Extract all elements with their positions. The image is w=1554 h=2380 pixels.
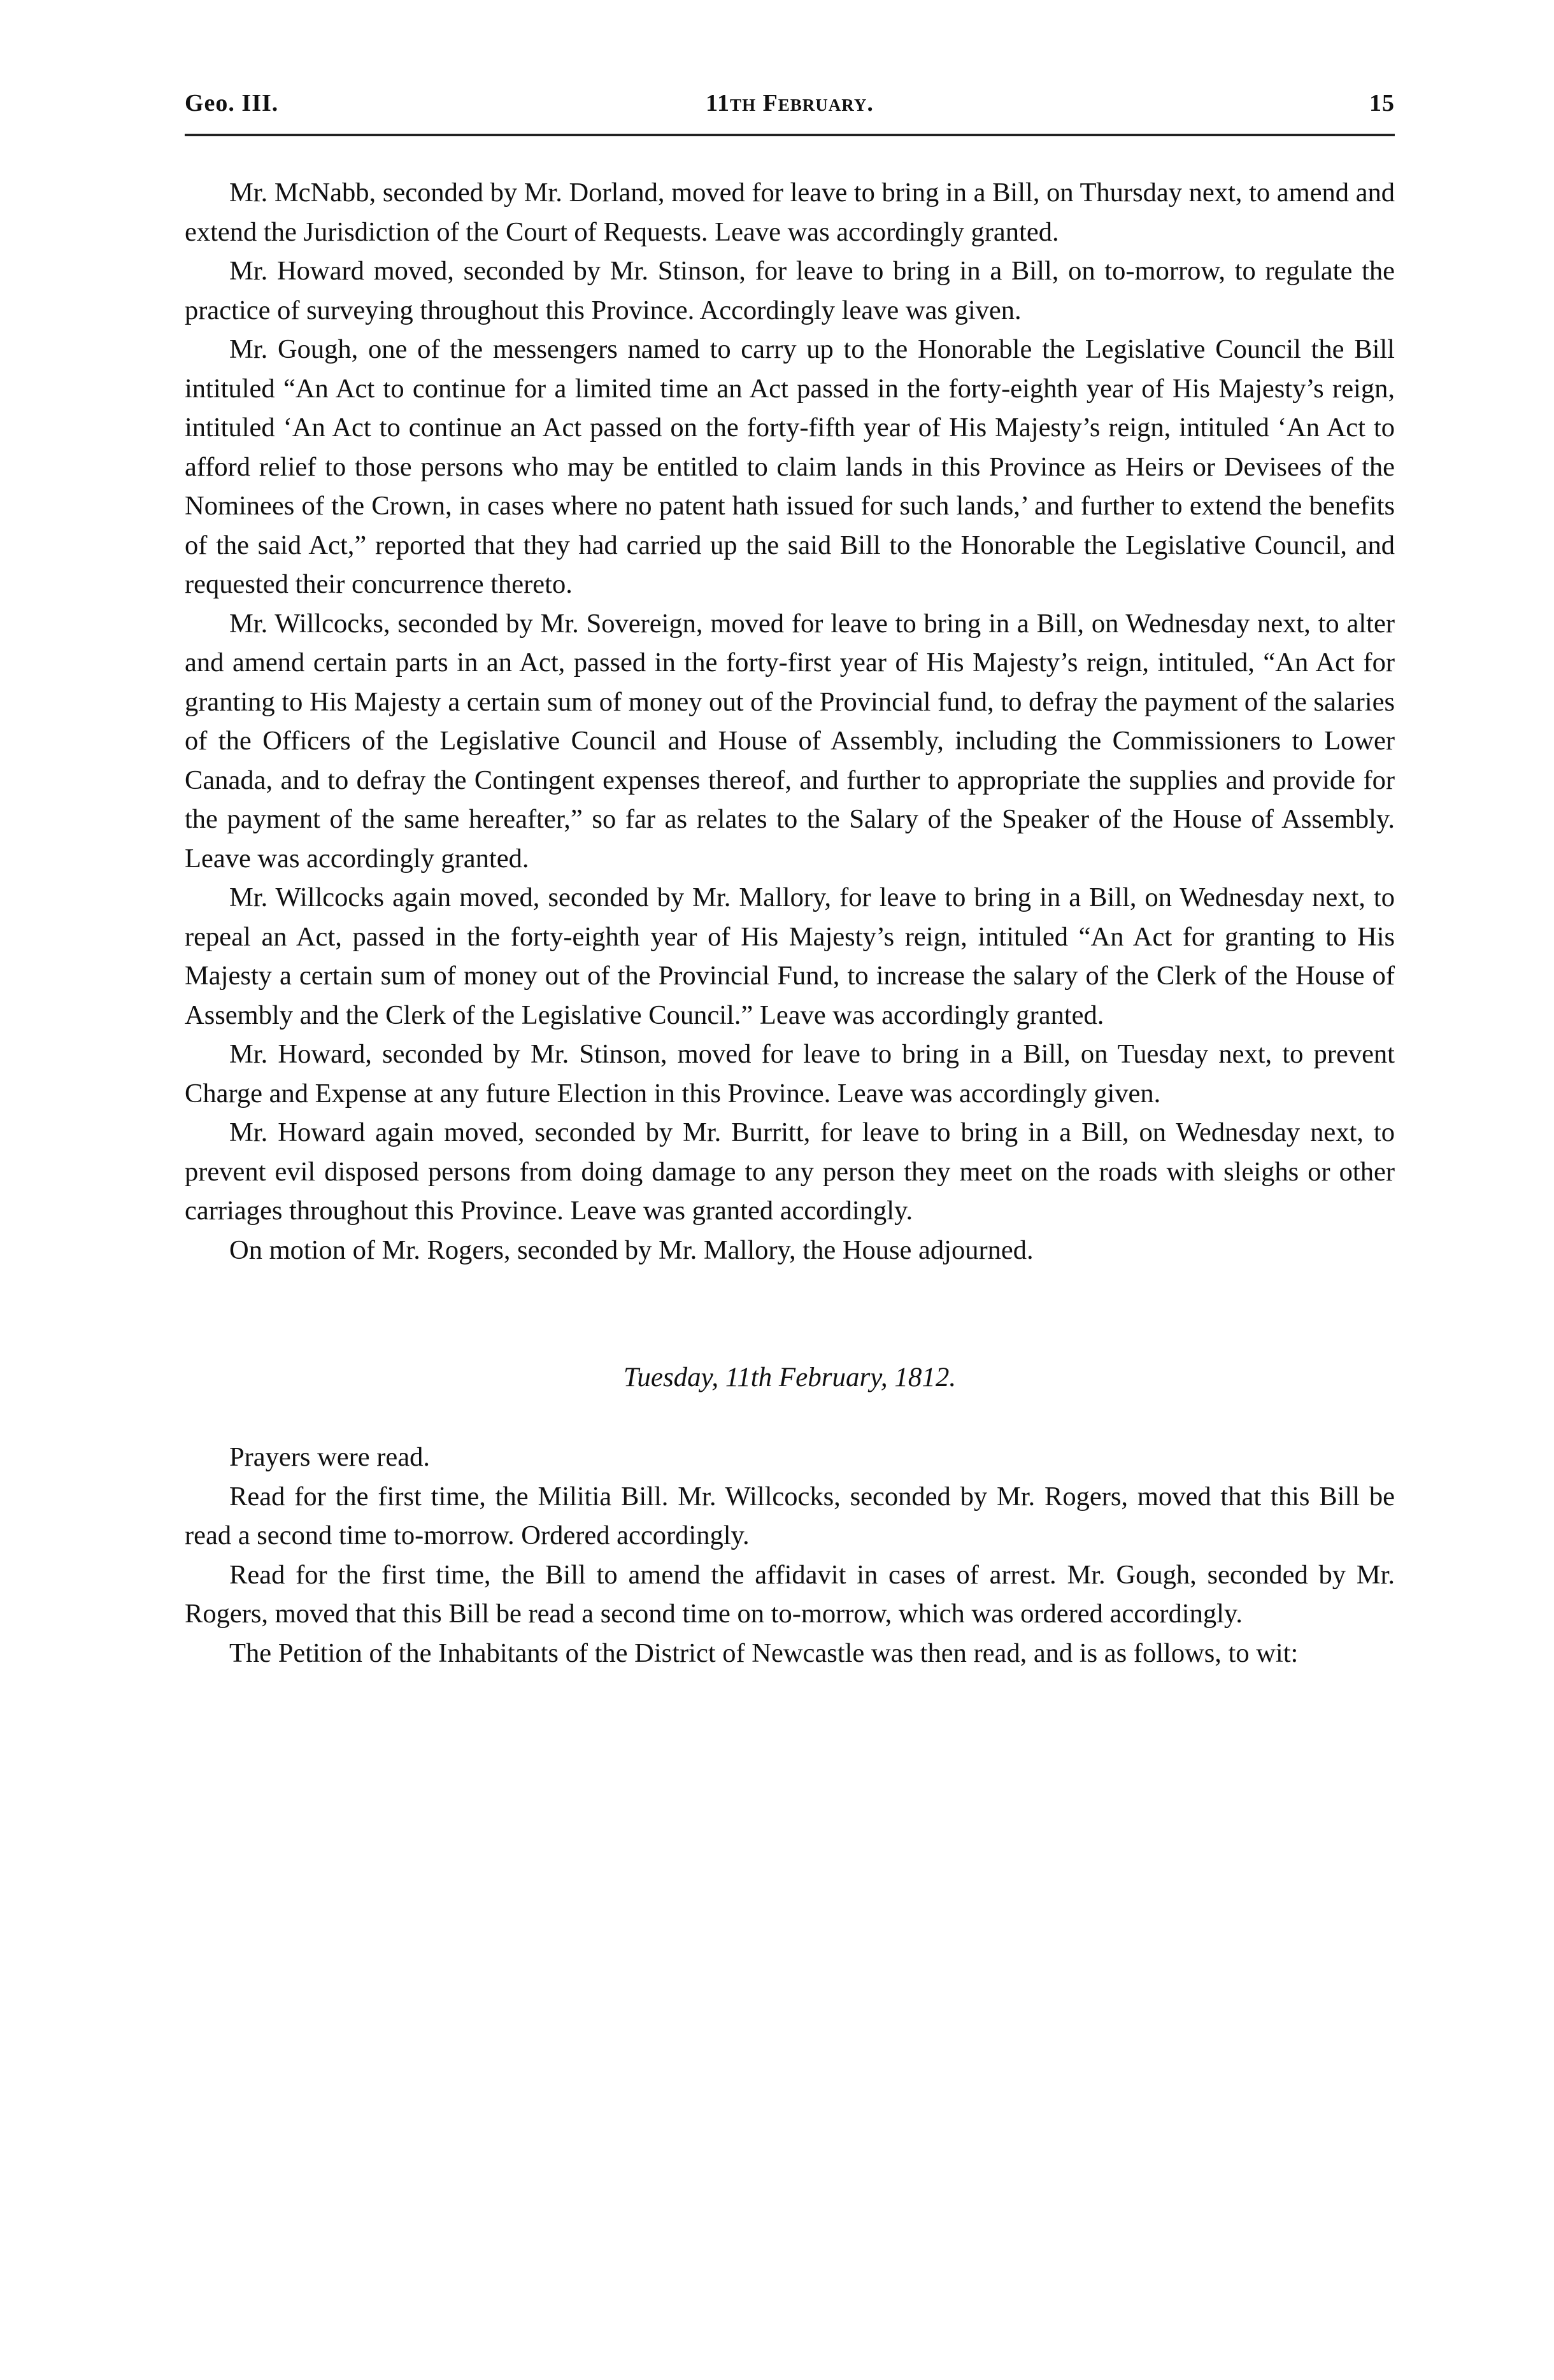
running-head-date: 11th February. [706,90,874,117]
page-number: 15 [1369,90,1395,117]
section-date-heading: Tuesday, 11th February, 1812. [623,1363,957,1392]
running-head-reign: Geo. III. [185,90,279,117]
paragraph-howard-roads: Mr. Howard again moved, seconded by Mr. Burritt, for leave to bring in a Bill, on Wednesday next, to prevent evil disposed persons from doing damage to any person they meet on the roads with sleighs or other carriages throughout this Province. Leave was granted accordingly. [185,1117,1395,1226]
paragraph-mcnabb-motion: Mr. McNabb, seconded by Mr. Dorland, moved for leave to bring in a Bill, on Thursday next, to amend and extend the Jurisdiction of the Court of Requests. Leave was accordingly granted. [185,178,1395,247]
document-page [185,89,1395,1673]
paragraph-affidavit-bill: Read for the first time, the Bill to amend the affidavit in cases of arrest. Mr. Gough, seconded by Mr. Rogers, moved that this Bill be read a second time on to-morrow, which was ordered accordingly. [185,1559,1395,1629]
paragraph-newcastle-petition: The Petition of the Inhabitants of the District of Newcastle was then read, and is as follows, to wit: [229,1638,1299,1668]
paragraph-gough-report: Mr. Gough, one of the messengers named to carry up to the Honorable the Legislative Council the Bill intituled “An Act to continue for a limited time an Act passed in the forty-eighth year of His Majesty’s reign, intituled ‘An Act to continue an Act passed on the forty-fifth year of His Majesty’s reign, intituled ‘An Act to afford relief to those persons who may be entitled to claim lands in this Province as Heirs or Devisees of the Nominees of the Crown, in cases where no patent hath issued for such lands,’ and further to extend the benefits of the said Act,” reported that they had carried up the said Bill to the Honorable the Legislative Council, and requested their concurrence thereto. [185,334,1395,599]
paragraph-howard-surveying: Mr. Howard moved, seconded by Mr. Stinson, for leave to bring in a Bill, on to-morrow, to regulate the practice of surveying throughout this Province. Accordingly leave was given. [185,256,1395,325]
paragraph-prayers: Prayers were read. [229,1442,431,1472]
running-head [185,89,1395,127]
header-rule [185,134,1395,136]
paragraph-howard-election: Mr. Howard, seconded by Mr. Stinson, moved for leave to bring in a Bill, on Tuesday next, to prevent Charge and Expense at any future Election in this Province. Leave was accordingly given. [185,1039,1395,1109]
paragraph-willcocks-speaker-salary: Mr. Willcocks, seconded by Mr. Sovereign, moved for leave to bring in a Bill, on Wednesday next, to alter and amend certain parts in an Act, passed in the forty-first year of His Majesty’s reign, intituled, “An Act for granting to His Majesty a certain sum of money out of the Provincial fund, to defray the payment of the salaries of the Officers of the Legislative Council and House of Assembly, including the Commissioners to Lower Canada, and to defray the Contingent expenses thereof, and further to appropriate the supplies and provide for the payment of the same hereafter,” so far as relates to the Salary of the Speaker of the House of Assembly. Leave was accordingly granted. [185,608,1395,874]
paragraph-militia-bill: Read for the first time, the Militia Bill. Mr. Willcocks, seconded by Mr. Rogers, moved that this Bill be read a second time to-morrow. Ordered accordingly. [185,1481,1395,1550]
paragraph-willcocks-repeal: Mr. Willcocks again moved, seconded by Mr. Mallory, for leave to bring in a Bill, on Wednesday next, to repeal an Act, passed in the forty-eighth year of His Majesty’s reign, intituled “An Act for granting to His Majesty a certain sum of money out of the Provincial Fund, to increase the salary of the Clerk of the House of Assembly and the Clerk of the Legislative Council.” Leave was accordingly granted. [185,882,1395,1030]
paragraph-adjournment: On motion of Mr. Rogers, seconded by Mr. Mallory, the House adjourned. [229,1235,1034,1265]
